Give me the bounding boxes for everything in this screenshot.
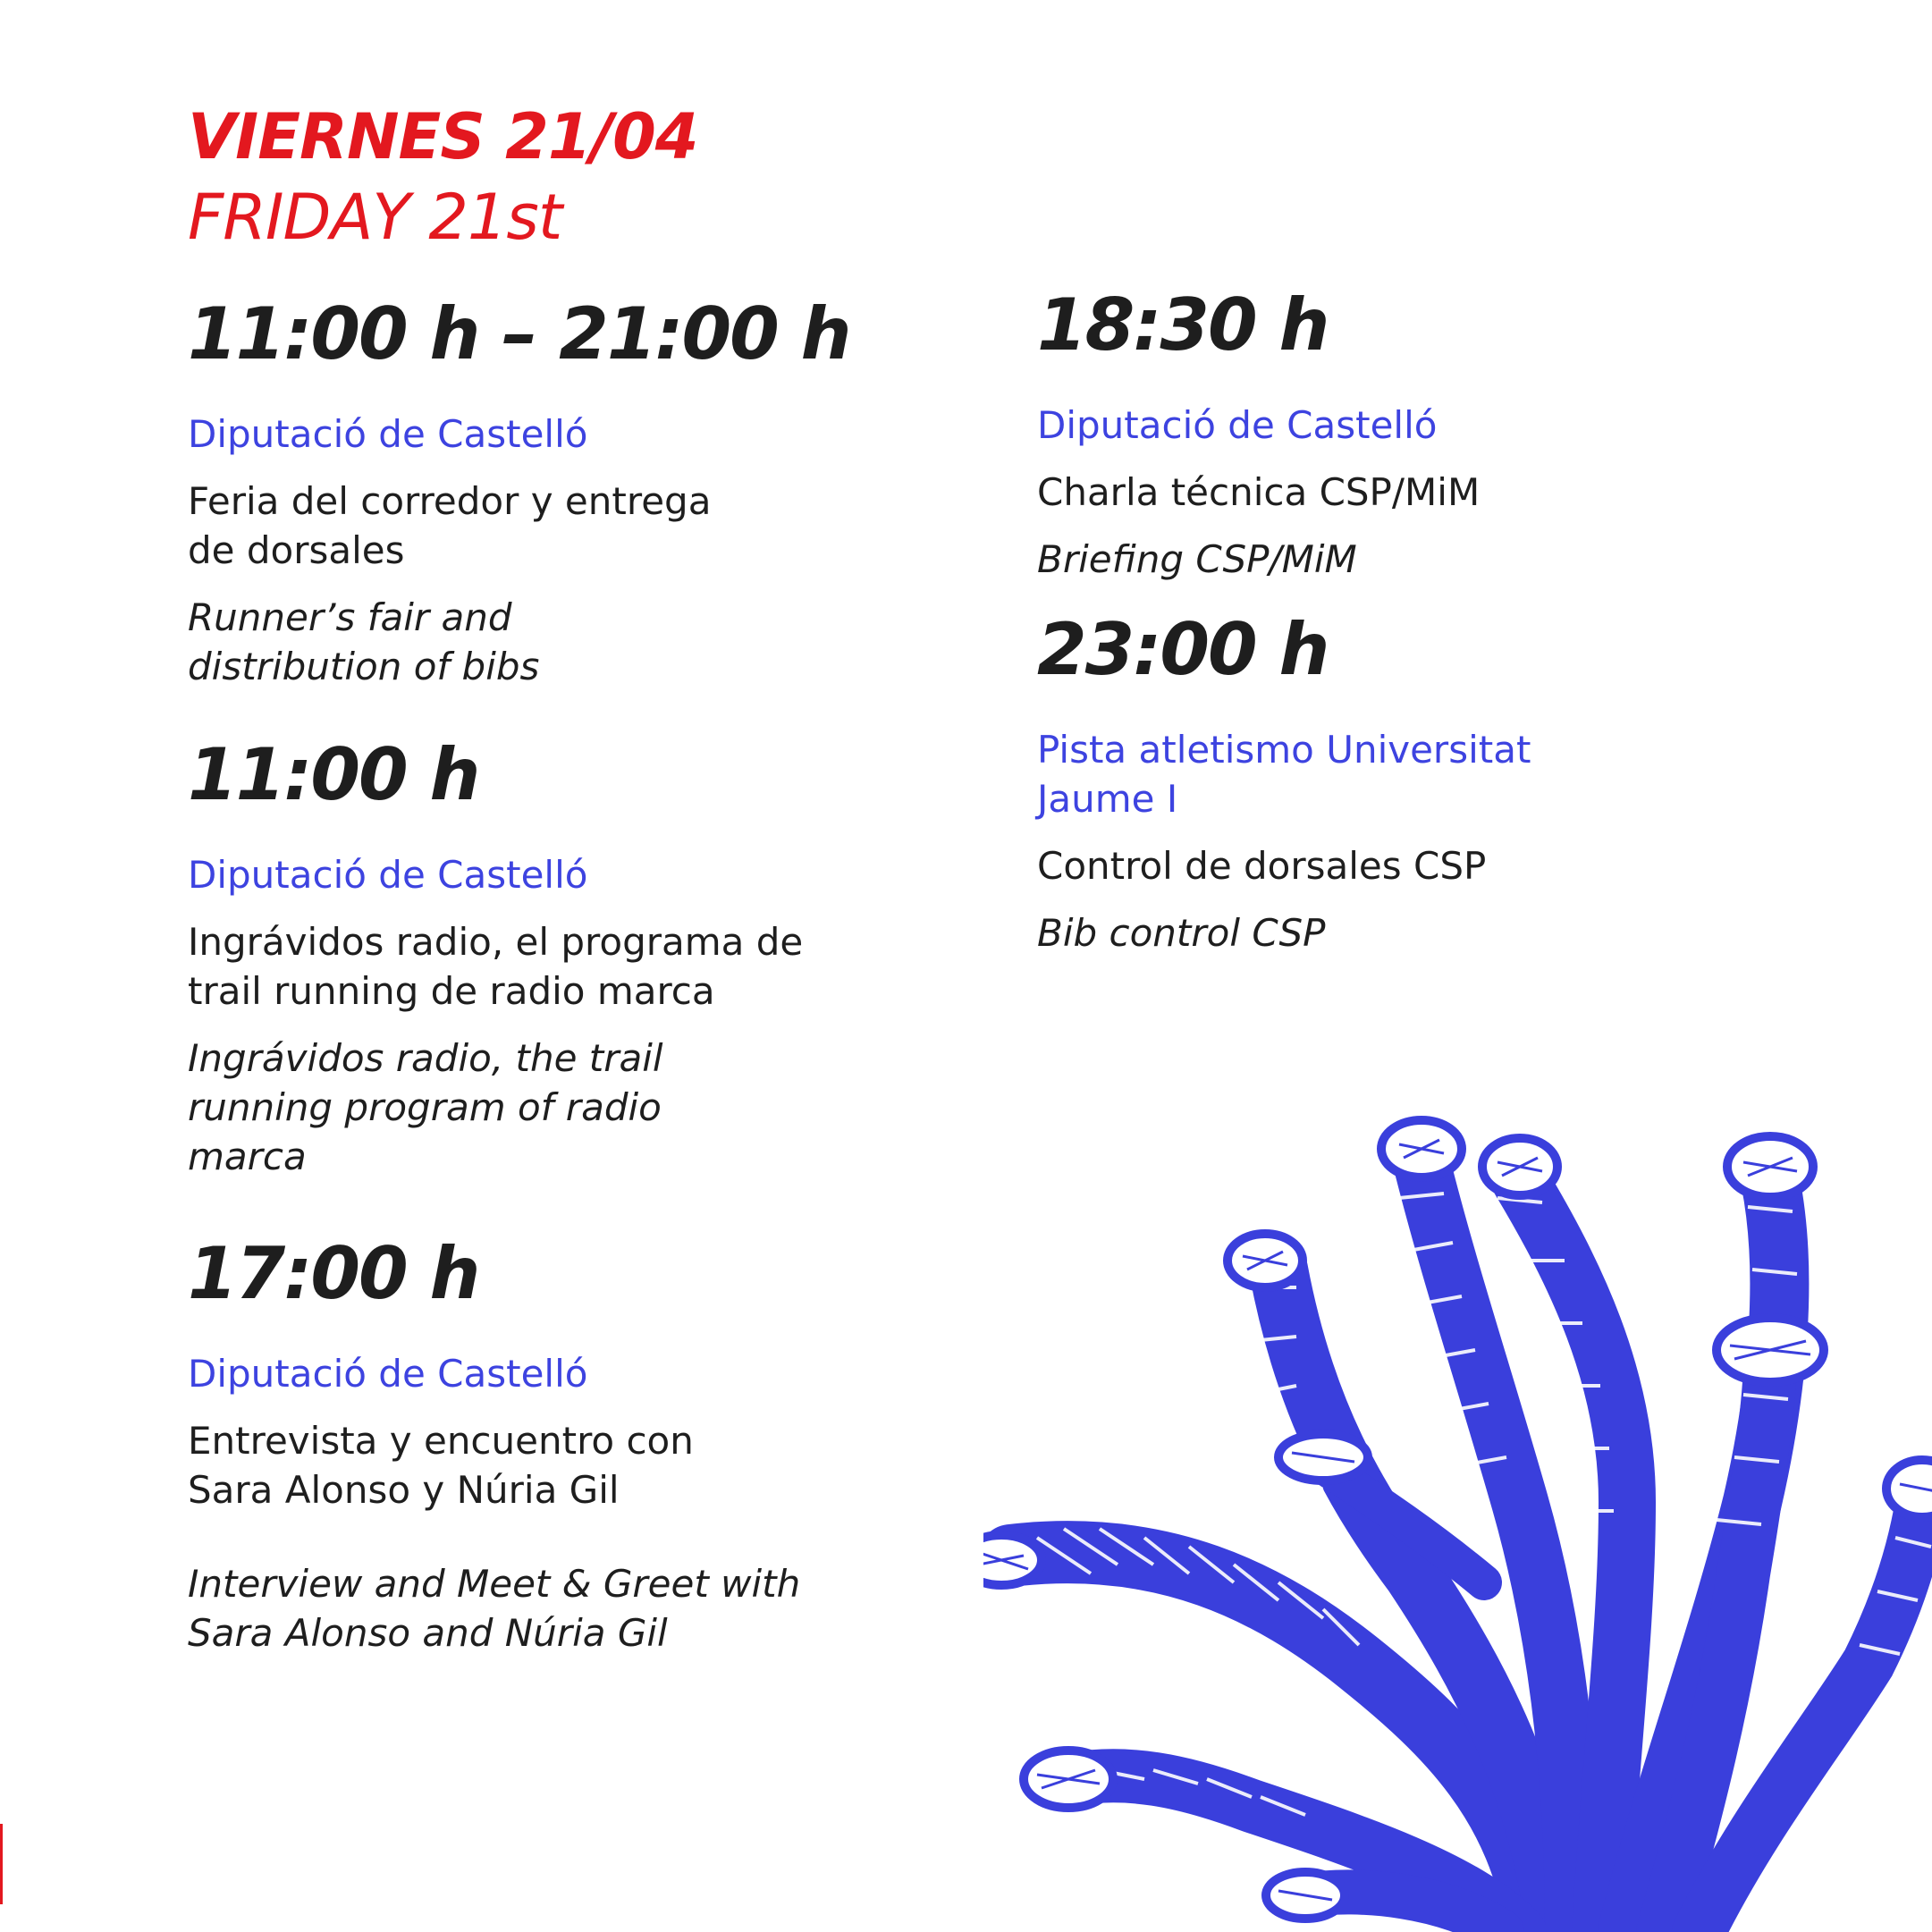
event-description-es: Entrevista y encuentro con Sara Alonso y Núria Gil <box>188 1419 694 1512</box>
event-description-en: Runner’s fair and distribution of bibs <box>188 595 540 688</box>
event-description-es: Charla técnica CSP/MiM <box>1037 470 1481 514</box>
event-time: 23:00 h <box>1037 608 1329 691</box>
event-description-en: Bib control CSP <box>1037 911 1326 955</box>
event-5 <box>1037 608 1717 958</box>
event-description-en: Briefing CSP/MiM <box>1037 537 1357 581</box>
event-time: 11:00 h <box>188 733 479 816</box>
event-description-es: Ingrávidos radio, el programa de trail running de radio marca <box>188 920 804 1013</box>
event-description-es: Control de dorsales CSP <box>1037 844 1487 888</box>
event-description-en: Interview and Meet & Greet with Sara Alonso and Núria Gil <box>188 1562 801 1655</box>
event-time: 11:00 h – 21:00 h <box>188 292 850 375</box>
event-description-es: Feria del corredor y entrega de dorsales <box>188 479 712 572</box>
event-1 <box>188 292 867 691</box>
day-title-es: VIERNES 21/04 <box>188 100 698 173</box>
event-4 <box>1037 283 1717 584</box>
event-description-en: Ingrávidos radio, the trail running program of radio marca <box>188 1036 663 1178</box>
event-time: 18:30 h <box>1037 283 1329 367</box>
event-venue: Diputació de Castelló <box>188 853 588 897</box>
event-venue: Diputació de Castelló <box>188 1352 588 1396</box>
event-venue: Diputació de Castelló <box>188 412 588 456</box>
event-time: 17:00 h <box>188 1232 479 1315</box>
event-2 <box>188 733 867 1181</box>
coral-illustration-icon <box>983 1001 1932 1932</box>
right-column <box>1037 283 1717 958</box>
event-venue: Diputació de Castelló <box>1037 403 1438 447</box>
left-column <box>188 292 867 1658</box>
event-venue: Pista atletismo Universitat Jaume I <box>1037 728 1531 821</box>
day-title-en: FRIDAY 21st <box>188 181 562 254</box>
edge-accent <box>0 1824 3 1904</box>
event-3 <box>188 1232 867 1658</box>
